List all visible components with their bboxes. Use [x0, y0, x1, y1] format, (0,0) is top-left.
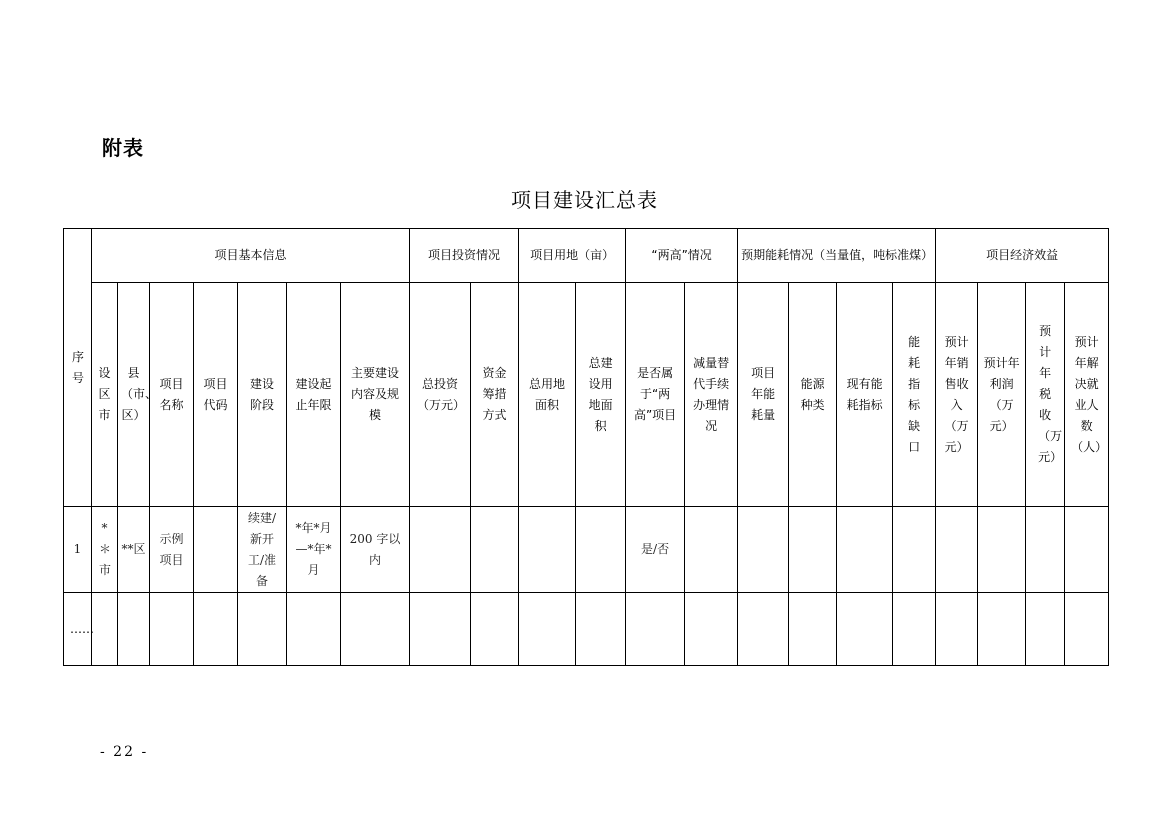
col-sales: 预计年销售收入（万元） — [936, 283, 978, 507]
cell-stage: 续建/新开工/准备 — [238, 507, 287, 593]
table-row — [64, 507, 1109, 593]
col-period: 建设起止年限 — [287, 283, 341, 507]
cell-is-two-high: 是/否 — [626, 507, 685, 593]
column-header-row — [64, 283, 1109, 507]
cell-construction-land — [576, 507, 626, 593]
group-header-row — [64, 229, 1109, 283]
group-basic-info: 项目基本信息 — [92, 229, 410, 283]
cell-existing-quota — [837, 507, 893, 593]
col-project-name: 项目名称 — [150, 283, 194, 507]
cell-quota-gap — [893, 507, 936, 593]
cell-sales — [936, 507, 978, 593]
col-energy-type: 能源种类 — [789, 283, 837, 507]
group-energy: 预期能耗情况（当量值，吨标准煤） — [738, 229, 936, 283]
cell-project-name: 示例项目 — [150, 507, 194, 593]
group-investment: 项目投资情况 — [410, 229, 519, 283]
table-row — [64, 593, 1109, 666]
cell-county: **区 — [118, 507, 150, 593]
cell-city: *＊市 — [92, 507, 118, 593]
col-content: 主要建设内容及规模 — [341, 283, 410, 507]
cell-total-investment — [410, 507, 471, 593]
col-tax: 预计年税收（万元） — [1026, 283, 1065, 507]
serial-header: 序号 — [64, 229, 92, 507]
col-jobs: 预计年解决就业人数（人） — [1065, 283, 1109, 507]
cell-profit — [978, 507, 1026, 593]
table-title: 项目建设汇总表 — [511, 188, 658, 212]
page-number: - 22 - — [100, 744, 149, 760]
col-is-two-high: 是否属于“两高”项目 — [626, 283, 685, 507]
col-construction-land: 总建设用地面积 — [576, 283, 626, 507]
cell-reduction — [685, 507, 738, 593]
cell-total-land — [519, 507, 576, 593]
cell-content: 200 字以内 — [341, 507, 410, 593]
project-summary-table — [63, 228, 1109, 666]
col-city: 设区市 — [92, 283, 118, 507]
cell-serial: 1 — [64, 507, 92, 593]
col-total-land: 总用地面积 — [519, 283, 576, 507]
col-profit: 预计年利润（万元） — [978, 283, 1026, 507]
col-existing-quota: 现有能耗指标 — [837, 283, 893, 507]
cell-jobs — [1065, 507, 1109, 593]
group-two-high: “两高”情况 — [626, 229, 738, 283]
col-total-investment: 总投资（万元） — [410, 283, 471, 507]
cell-tax — [1026, 507, 1065, 593]
col-county: 县（市、区） — [118, 283, 150, 507]
group-land: 项目用地（亩） — [519, 229, 626, 283]
cell-period: *年*月—*年*月 — [287, 507, 341, 593]
col-quota-gap: 能耗指标缺口 — [893, 283, 936, 507]
col-funding: 资金筹措方式 — [471, 283, 519, 507]
cell-funding — [471, 507, 519, 593]
col-project-code: 项目代码 — [194, 283, 238, 507]
col-stage: 建设阶段 — [238, 283, 287, 507]
cell-annual-energy — [738, 507, 789, 593]
annex-label: 附表 — [102, 136, 144, 160]
group-economic: 项目经济效益 — [936, 229, 1109, 283]
cell-serial: …… — [64, 593, 92, 666]
col-annual-energy: 项目年能耗量 — [738, 283, 789, 507]
cell-project-code — [194, 507, 238, 593]
col-reduction: 减量替代手续办理情况 — [685, 283, 738, 507]
cell-energy-type — [789, 507, 837, 593]
